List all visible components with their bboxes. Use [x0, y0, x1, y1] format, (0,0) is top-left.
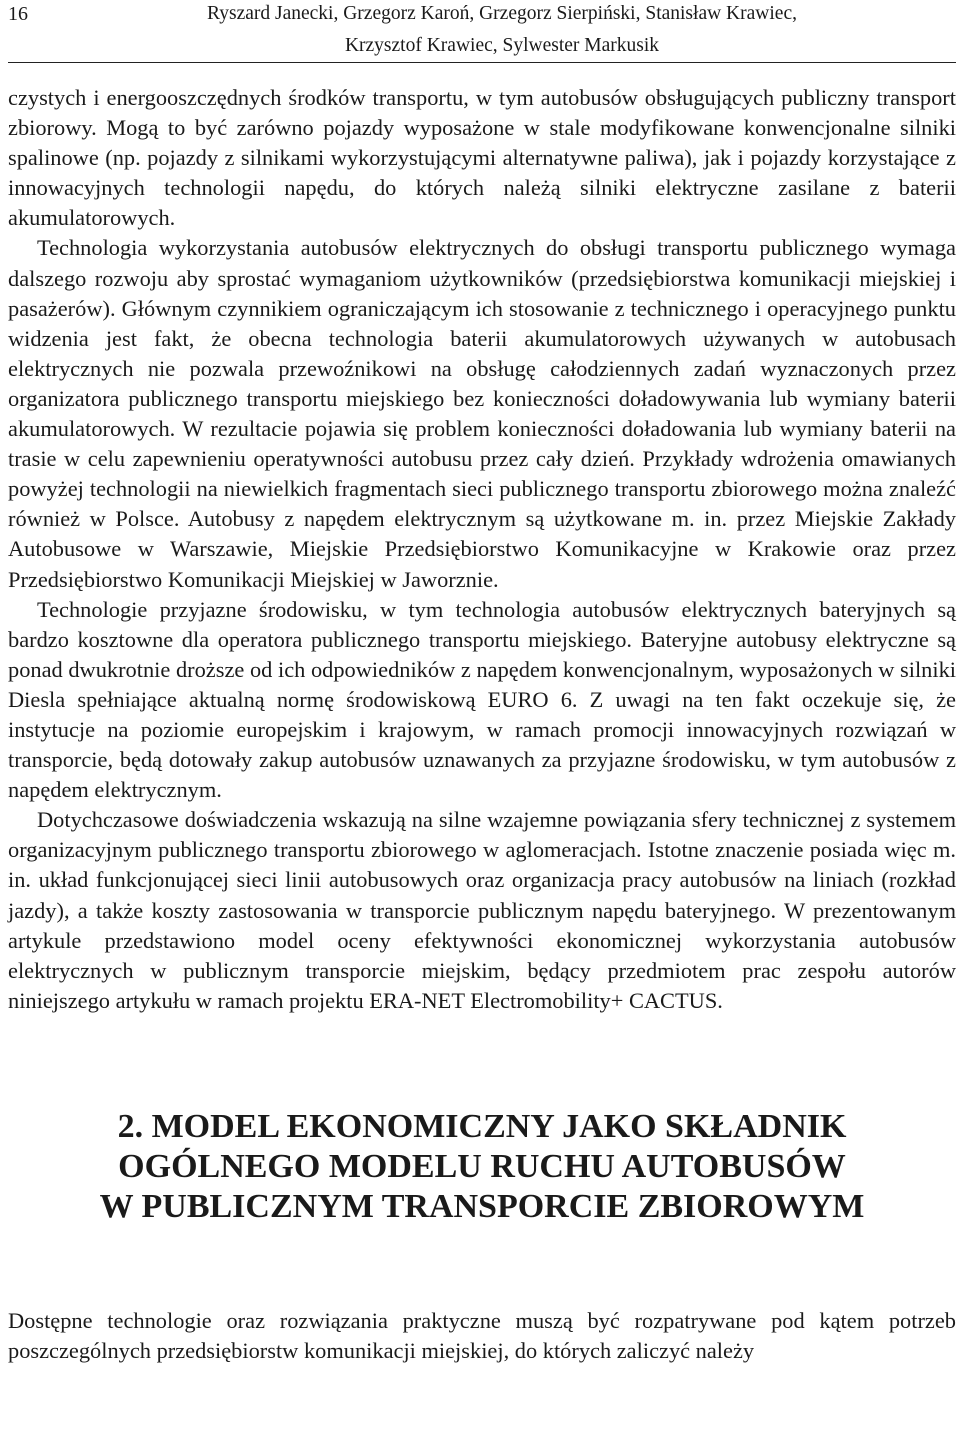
- header-authors-line-1: Ryszard Janecki, Grzegorz Karoń, Grzegorz Sierpiński, Stanisław Krawiec,: [207, 3, 797, 24]
- section-heading: [8, 1107, 956, 1227]
- paragraph: Dotychczasowe doświadczenia wskazują na silne wzajemne powiązania sfery technicznej z systemem organizacyjnym publicznego transportu zbiorowego w aglomeracjach. Istotne znaczenie posiada więc m. in. układ funkcjonującej sieci linii autobusowych oraz organizacja pracy autobusów na liniach (rozkład jazdy), a także koszty zastosowania w transporcie publicznym napędu bateryjnego. W prezentowanym artykule przedstawiono model oceny efektywności ekonomicznej wykorzystania autobusów elektrycznych w publicznym transporcie miejskim, będący przedmiotem prac zespołu autorów niniejszego artykułu w ramach projektu ERA-NET Electromobility+ CACTUS.: [8, 807, 956, 1013]
- section-heading-line: W PUBLICZNYM TRANSPORCIE ZBIOROWYM: [99, 1187, 865, 1225]
- body-text: [8, 83, 956, 1016]
- header-authors-line-2: Krzysztof Krawiec, Sylwester Markusik: [344, 35, 660, 56]
- running-header: [8, 0, 956, 63]
- paragraph: Dostępne technologie oraz rozwiązania praktyczne muszą być rozpatrywane pod kątem potrzeb poszczególnych przedsiębiorstw komunikacji miejskiej, do których zaliczyć należy: [8, 1307, 956, 1363]
- paragraph: Technologie przyjazne środowisku, w tym technologia autobusów elektrycznych bateryjnych są bardzo kosztowne dla operatora publicznego transportu miejskiego. Bateryjne autobusy elektryczne są ponad dwukrotnie droższe od ich odpowiedników z napędem konwencjonalnym, wyposażonych w silniki Diesla spełniające aktualną normę środowiskową EURO 6. Z uwagi na ten fakt oczekuje się, że instytucje na poziomie europejskim i krajowym, w ramach promocji innowacyjnych rozwiązań w transporcie, będą dotowały zakup autobusów uznawanych za przyjazne środowisku, w tym autobusów z napędem elektrycznym.: [8, 596, 956, 803]
- section-body: [8, 1306, 956, 1366]
- paragraph: Technologia wykorzystania autobusów elektrycznych do obsługi transportu publicznego wymaga dalszego rozwoju aby sprostać wymaganiom użytkowników (przedsiębiorstwa komunikacji miejskiej i pasażerów). Głównym czynnikiem ograniczającym ich stosowanie z technicznego i operacyjnego punktu widzenia jest fakt, że obecna technologia baterii akumulatorowych używanych w autobusach elektrycznych nie pozwala przewoźnikowi na obsługę całodziennych zadań wyznaczonych przez organizatora publicznego transportu miejskiego bez konieczności doładowywania lub wymiany baterii akumulatorowych. W rezultacie pojawia się problem konieczności doładowania lub wymiany baterii na trasie w celu zapewnieniu operatywności autobusu przez cały dzień. Przykłady wdrożenia omawianych powyżej technologii na niewielkich fragmentach sieci publicznego transportu zbiorowego można znaleźć również w Polsce. Autobusy z napędem elektrycznym są użytkowane m. in. przez Miejskie Zakłady Autobusowe w Warszawie, Miejskie Przedsiębiorstwo Komunikacyjne w Krakowie oraz przez Przedsiębiorstwo Komunikacji Miejskiej w Jaworznie.: [8, 235, 956, 592]
- section-heading-line: OGÓLNEGO MODELU RUCHU AUTOBUSÓW: [118, 1147, 846, 1185]
- paragraph: czystych i energooszczędnych środków transportu, w tym autobusów obsługujących publiczny transport zbiorowy. Mogą to być zarówno pojazdy wyposażone w stale modyfikowane konwencjonalne silniki spalinowe (np. pojazdy z silnikami wykorzystującymi alternatywne paliwa), jak i pojazdy korzystające z innowacyjnych technologii napędu, do których należą silniki elektryczne zasilane z baterii akumulatorowych.: [8, 85, 956, 231]
- document-page: [8, 0, 956, 1455]
- section-heading-line: 2. MODEL EKONOMICZNY JAKO SKŁADNIK: [117, 1107, 847, 1145]
- page-number: 16: [8, 3, 28, 25]
